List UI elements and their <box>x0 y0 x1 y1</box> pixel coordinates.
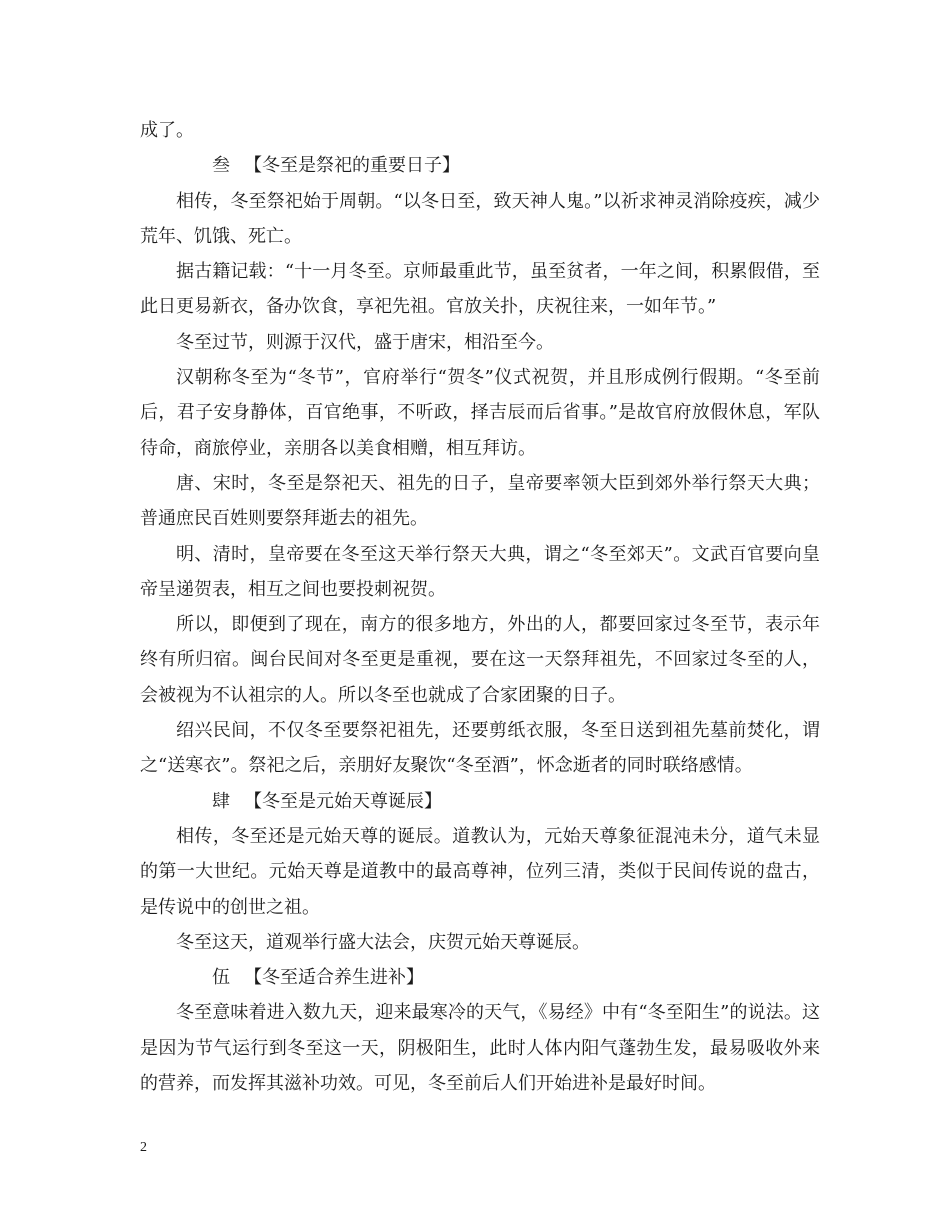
paragraph: 绍兴民间，不仅冬至要祭祀祖先，还要剪纸衣服，冬至日送到祖先墓前焚化，谓之“送寒衣”。祭祀之后，亲朋好友聚饮“冬至酒”，怀念逝者的同时联络感情。 <box>140 720 820 777</box>
paragraph: 冬至意味着进入数九天，迎来最寒冷的天气，《易经》中有“冬至阳生”的说法。这是因为节气运行到冬至这一天，阴极阳生，此时人体内阳气蓬勃生发，最易吸收外来的营养，而发挥其滋补功效。可见，冬至前后人们开始进补是最好时间。 <box>140 1002 820 1095</box>
section-number: 叁 <box>212 155 230 177</box>
paragraph: 据古籍记载：“十一月冬至。京师最重此节，虽至贫者，一年之间，积累假借，至此日更易新衣，备办饮食，享祀先祖。官放关扑，庆祝往来，一如年节。” <box>140 261 820 318</box>
paragraph: 冬至过节，则源于汉代，盛于唐宋，相沿至今。 <box>176 331 554 353</box>
section-heading <box>140 784 820 819</box>
section-title: 【冬至适合养生进补】 <box>244 967 424 989</box>
paragraph: 相传，冬至祭祀始于周朝。“以冬日至，致天神人鬼。”以祈求神灵消除疫疾，减少荒年、饥饿、死亡。 <box>140 190 820 247</box>
paragraph: 汉朝称冬至为“冬节”，官府举行“贺冬”仪式祝贺，并且形成例行假期。“冬至前后，君子安身静体，百官绝事，不听政，择吉辰而后省事。”是故官府放假休息，军队待命，商旅停业，亲朋各以美食相赠，相互拜访。 <box>140 367 820 459</box>
section-number: 肆 <box>212 790 230 812</box>
paragraph: 所以，即便到了现在，南方的很多地方，外出的人，都要回家过冬至节，表示年终有所归宿。闽台民间对冬至更是重视，要在这一天祭拜祖先，不回家过冬至的人，会被视为不认祖宗的人。所以冬至也就成了合家团聚的日子。 <box>140 614 820 706</box>
paragraph: 冬至这天，道观举行盛大法会，庆贺元始天尊诞辰。 <box>176 931 590 953</box>
paragraph: 明、清时，皇帝要在冬至这天举行祭天大典，谓之“冬至郊天”。文武百官要向皇帝呈递贺表，相互之间也要投刺祝贺。 <box>140 543 820 600</box>
section-number: 伍 <box>212 967 230 989</box>
page-number: 2 <box>140 1140 147 1155</box>
section-title: 【冬至是元始天尊诞辰】 <box>244 790 442 812</box>
paragraph: 成了。 <box>140 120 194 141</box>
section-title: 【冬至是祭祀的重要日子】 <box>244 155 460 177</box>
section-heading <box>140 960 820 995</box>
section-heading <box>140 148 820 183</box>
document-body <box>140 113 820 1101</box>
paragraph: 相传，冬至还是元始天尊的诞辰。道教认为，元始天尊象征混沌未分，道气未显的第一大世纪。元始天尊是道教中的最高尊神，位列三清，类似于民间传说的盘古，是传说中的创世之祖。 <box>140 825 820 918</box>
paragraph: 唐、宋时，冬至是祭祀天、祖先的日子，皇帝要率领大臣到郊外举行祭天大典；普通庶民百姓则要祭拜逝去的祖先。 <box>140 472 820 530</box>
